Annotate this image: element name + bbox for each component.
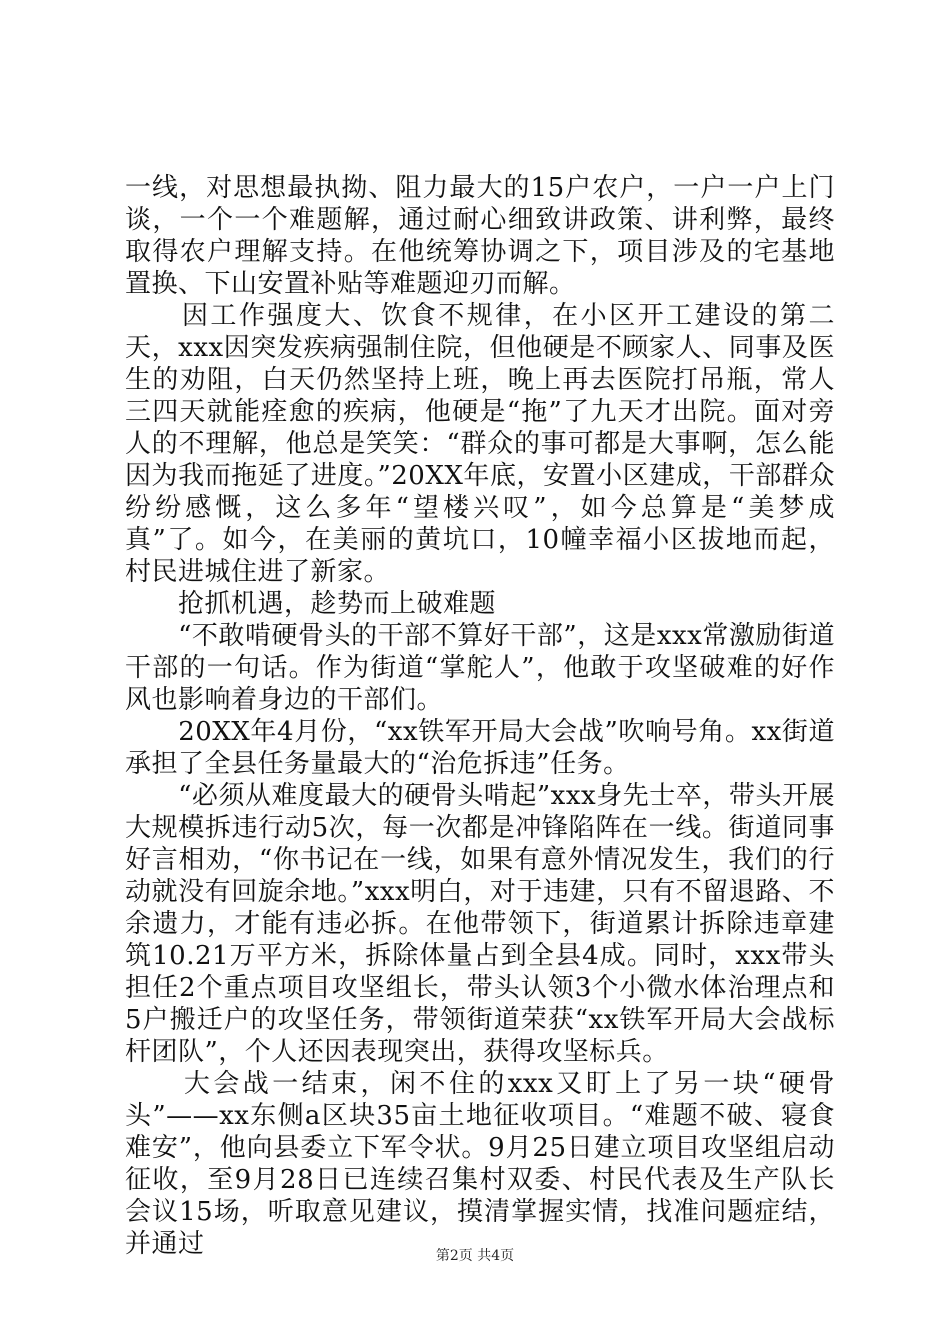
page-number: 第2页 共4页: [435, 1248, 515, 1264]
page-footer: [0, 1245, 950, 1265]
paragraph-5: “必须从难度最大的硬骨头啃起”xxx身先士卒，带头开展大规模拆违行动5次，每一次都是冲锋陷阵在一线。街道同事好言相劝，“你书记在一线，如果有意外情况发生，我们的行动就没有回旋余地。”xxx明白，对于违建，只有不留退路、不余遗力，才能有违必拆。在他带领下，街道累计拆除违章建筑10.21万平方米，拆除体量占到全县4成。同时，xxx带头担任2个重点项目攻坚组长，带头认领3个小微水体治理点和5户搬迁户的攻坚任务，带领街道荣获“xx铁军开局大会战标杆团队”，个人还因表现突出，获得攻坚标兵。: [125, 781, 835, 1067]
paragraph-3: “不敢啃硬骨头的干部不算好干部”，这是xxx常激励街道干部的一句话。作为街道“掌舵人”，他敢于攻坚破难的好作风也影响着身边的干部们。: [125, 621, 835, 715]
section-heading: 抢抓机遇，趁势而上破难题: [125, 589, 497, 619]
paragraph-6: 大会战一结束，闲不住的xxx又盯上了另一块“硬骨头”——xx东侧a区块35亩土地征收项目。“难题不破、寝食难安”，他向县委立下军令状。9月25日建立项目攻坚组启动征收，至9月28日已连续召集村双委、村民代表及生产队长会议15场，听取意见建议，摸清掌握实情，找准问题症结，并通过: [125, 1069, 835, 1259]
paragraph-1: 一线，对思想最执拗、阻力最大的15户农户，一户一户上门谈，一个一个难题解，通过耐心细致讲政策、讲利弊，最终取得农户理解支持。在他统筹协调之下，项目涉及的宅基地置换、下山安置补贴等难题迎刃而解。: [125, 173, 835, 299]
paragraph-4: 20XX年4月份，“xx铁军开局大会战”吹响号角。xx街道承担了全县任务量最大的“治危拆违”任务。: [125, 717, 835, 779]
article-body: [125, 172, 835, 1260]
paragraph-2: 因工作强度大、饮食不规律，在小区开工建设的第二天，xxx因突发疾病强制住院，但他硬是不顾家人、同事及医生的劝阻，白天仍然坚持上班，晚上再去医院打吊瓶，常人三四天就能痊愈的疾病，他硬是“拖”了九天才出院。面对旁人的不理解，他总是笑笑：“群众的事可都是大事啊，怎么能因为我而拖延了进度。”20XX年底，安置小区建成，干部群众纷纷感慨，这么多年“望楼兴叹”，如今总算是“美梦成真”了。如今，在美丽的黄坑口，10幢幸福小区拔地而起，村民进城住进了新家。: [125, 301, 835, 587]
